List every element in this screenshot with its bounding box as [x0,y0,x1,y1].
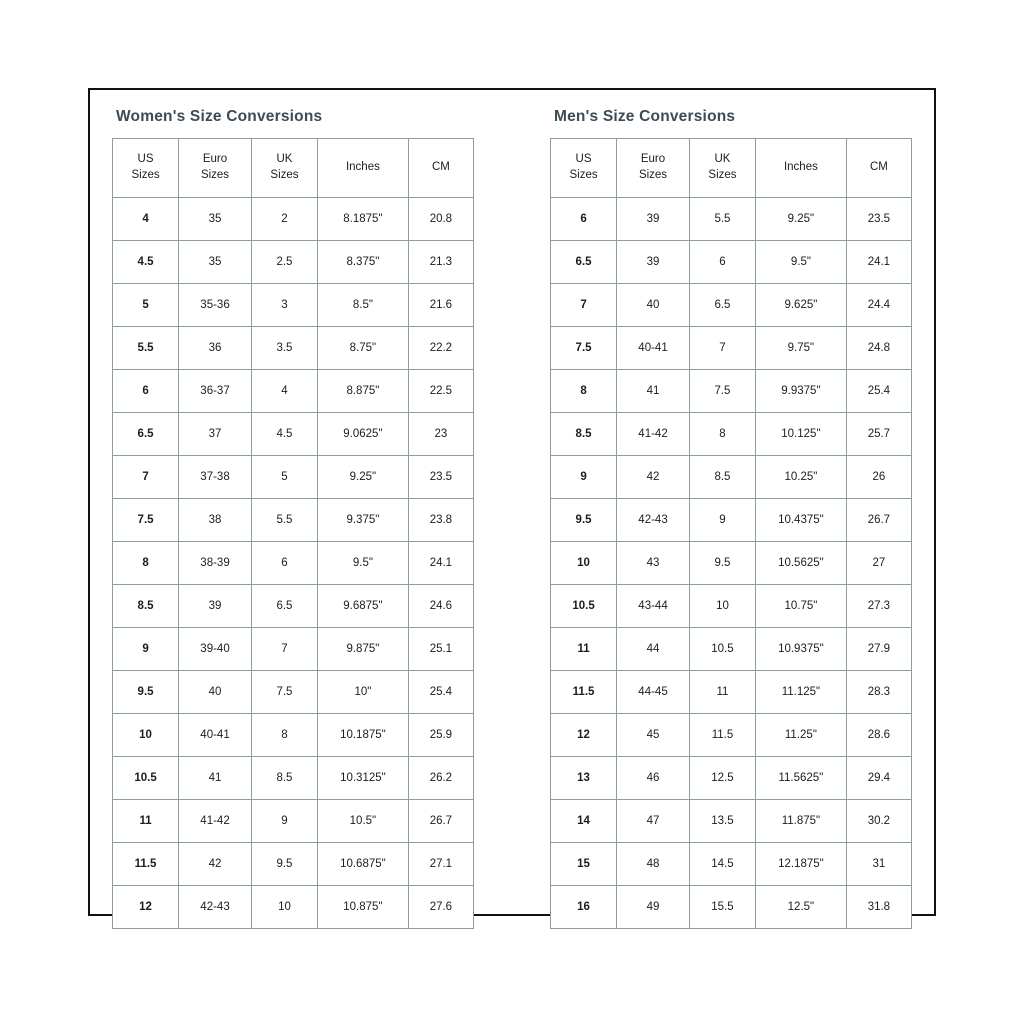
cell-euro: 48 [617,843,690,886]
cell-us: 7 [551,284,617,327]
cell-cm: 23.5 [846,198,911,241]
cell-euro: 42-43 [179,886,252,929]
table-row [113,800,474,843]
table-row [113,370,474,413]
cell-uk: 7 [251,628,317,671]
cell-uk: 2 [251,198,317,241]
cell-cm: 28.6 [846,714,911,757]
cell-uk: 8 [251,714,317,757]
cell-uk: 2.5 [251,241,317,284]
table-row [551,757,912,800]
cell-uk: 8.5 [689,456,755,499]
table-row [551,327,912,370]
cell-cm: 21.3 [408,241,473,284]
cell-cm: 26 [846,456,911,499]
table-row [551,585,912,628]
cell-uk: 7 [689,327,755,370]
cell-us: 10.5 [113,757,179,800]
column-header-uk: UK Sizes [251,139,317,198]
tables-container [112,108,912,913]
cell-euro: 35 [179,198,252,241]
cell-cm: 25.4 [408,671,473,714]
mens-size-table [550,138,912,929]
cell-cm: 26.7 [846,499,911,542]
cell-euro: 45 [617,714,690,757]
cell-uk: 14.5 [689,843,755,886]
cell-cm: 28.3 [846,671,911,714]
cell-cm: 24.4 [846,284,911,327]
cell-euro: 35-36 [179,284,252,327]
cell-uk: 13.5 [689,800,755,843]
cell-inches: 10.6875" [318,843,409,886]
cell-us: 11 [113,800,179,843]
cell-inches: 9.75" [756,327,847,370]
cell-cm: 25.9 [408,714,473,757]
cell-euro: 41 [617,370,690,413]
cell-cm: 27.6 [408,886,473,929]
cell-inches: 10.5" [318,800,409,843]
cell-inches: 11.25" [756,714,847,757]
cell-us: 5.5 [113,327,179,370]
table-header-row [551,139,912,198]
table-row [551,714,912,757]
table-row [551,886,912,929]
table-row [551,284,912,327]
cell-cm: 25.7 [846,413,911,456]
table-row [113,714,474,757]
cell-uk: 9 [251,800,317,843]
table-row [551,800,912,843]
cell-uk: 6 [251,542,317,585]
cell-uk: 8.5 [251,757,317,800]
cell-uk: 4 [251,370,317,413]
cell-cm: 20.8 [408,198,473,241]
cell-euro: 41 [179,757,252,800]
table-row [551,671,912,714]
cell-cm: 25.1 [408,628,473,671]
cell-inches: 10.125" [756,413,847,456]
table-row [113,413,474,456]
column-header-inches: Inches [318,139,409,198]
cell-inches: 11.875" [756,800,847,843]
cell-us: 8.5 [113,585,179,628]
table-row [551,413,912,456]
table-row [113,585,474,628]
table-row [551,542,912,585]
cell-us: 10.5 [551,585,617,628]
cell-us: 4 [113,198,179,241]
cell-cm: 27 [846,542,911,585]
cell-cm: 31.8 [846,886,911,929]
table-row [551,241,912,284]
cell-us: 7.5 [113,499,179,542]
cell-euro: 47 [617,800,690,843]
cell-uk: 6 [689,241,755,284]
cell-us: 14 [551,800,617,843]
cell-inches: 12.1875" [756,843,847,886]
cell-uk: 7.5 [251,671,317,714]
mens-table-head [551,139,912,198]
cell-cm: 31 [846,843,911,886]
cell-us: 10 [551,542,617,585]
cell-euro: 41-42 [179,800,252,843]
cell-inches: 11.125" [756,671,847,714]
cell-us: 8 [113,542,179,585]
cell-uk: 11 [689,671,755,714]
cell-inches: 10.25" [756,456,847,499]
cell-inches: 9.5" [318,542,409,585]
cell-inches: 10.9375" [756,628,847,671]
cell-inches: 9.875" [318,628,409,671]
cell-inches: 12.5" [756,886,847,929]
cell-uk: 5.5 [251,499,317,542]
cell-euro: 39 [617,198,690,241]
size-chart-frame [88,88,936,916]
cell-cm: 22.5 [408,370,473,413]
cell-inches: 11.5625" [756,757,847,800]
cell-euro: 42-43 [617,499,690,542]
cell-inches: 9.25" [756,198,847,241]
cell-us: 11.5 [113,843,179,886]
cell-uk: 10 [689,585,755,628]
cell-inches: 10.5625" [756,542,847,585]
cell-uk: 6.5 [251,585,317,628]
womens-size-table [112,138,474,929]
table-row [113,628,474,671]
cell-inches: 9.25" [318,456,409,499]
cell-inches: 8.375" [318,241,409,284]
cell-us: 15 [551,843,617,886]
table-row [113,671,474,714]
cell-inches: 8.1875" [318,198,409,241]
cell-euro: 37-38 [179,456,252,499]
cell-inches: 8.875" [318,370,409,413]
cell-us: 8.5 [551,413,617,456]
cell-inches: 10" [318,671,409,714]
cell-cm: 23.5 [408,456,473,499]
table-row [113,284,474,327]
cell-us: 16 [551,886,617,929]
cell-euro: 41-42 [617,413,690,456]
cell-us: 6 [551,198,617,241]
cell-inches: 10.75" [756,585,847,628]
cell-uk: 12.5 [689,757,755,800]
mens-table-body [551,198,912,929]
column-header-inches: Inches [756,139,847,198]
cell-inches: 8.75" [318,327,409,370]
cell-us: 6.5 [551,241,617,284]
cell-cm: 24.8 [846,327,911,370]
cell-inches: 9.5" [756,241,847,284]
cell-inches: 9.6875" [318,585,409,628]
cell-euro: 44 [617,628,690,671]
cell-euro: 35 [179,241,252,284]
cell-cm: 24.6 [408,585,473,628]
cell-euro: 40-41 [617,327,690,370]
cell-uk: 5 [251,456,317,499]
table-row [551,370,912,413]
cell-cm: 27.1 [408,843,473,886]
cell-uk: 6.5 [689,284,755,327]
cell-inches: 9.375" [318,499,409,542]
cell-euro: 40-41 [179,714,252,757]
table-row [113,542,474,585]
cell-uk: 3.5 [251,327,317,370]
cell-inches: 9.9375" [756,370,847,413]
cell-cm: 25.4 [846,370,911,413]
cell-euro: 39-40 [179,628,252,671]
cell-euro: 38-39 [179,542,252,585]
table-row [113,757,474,800]
cell-us: 10 [113,714,179,757]
cell-euro: 38 [179,499,252,542]
cell-cm: 26.7 [408,800,473,843]
cell-euro: 39 [617,241,690,284]
table-row [113,886,474,929]
table-row [551,456,912,499]
table-row [551,628,912,671]
cell-inches: 10.875" [318,886,409,929]
cell-cm: 23 [408,413,473,456]
cell-us: 8 [551,370,617,413]
cell-euro: 43 [617,542,690,585]
column-header-cm: CM [846,139,911,198]
womens-table-body [113,198,474,929]
table-row [113,241,474,284]
cell-cm: 23.8 [408,499,473,542]
cell-inches: 9.625" [756,284,847,327]
column-header-us: US Sizes [113,139,179,198]
cell-euro: 40 [179,671,252,714]
column-header-uk: UK Sizes [689,139,755,198]
cell-uk: 9.5 [251,843,317,886]
womens-size-table-block [112,108,474,913]
cell-euro: 42 [617,456,690,499]
column-header-euro: Euro Sizes [179,139,252,198]
cell-us: 6.5 [113,413,179,456]
cell-cm: 24.1 [846,241,911,284]
cell-uk: 5.5 [689,198,755,241]
table-row [113,456,474,499]
cell-us: 5 [113,284,179,327]
cell-uk: 3 [251,284,317,327]
cell-euro: 46 [617,757,690,800]
cell-euro: 40 [617,284,690,327]
womens-table-title: Women's Size Conversions [116,108,323,125]
cell-uk: 9.5 [689,542,755,585]
cell-inches: 8.5" [318,284,409,327]
column-header-cm: CM [408,139,473,198]
cell-cm: 27.3 [846,585,911,628]
cell-inches: 10.4375" [756,499,847,542]
cell-cm: 24.1 [408,542,473,585]
cell-us: 6 [113,370,179,413]
table-row [551,198,912,241]
table-row [551,843,912,886]
cell-us: 12 [551,714,617,757]
cell-us: 7 [113,456,179,499]
cell-cm: 29.4 [846,757,911,800]
cell-uk: 7.5 [689,370,755,413]
cell-euro: 37 [179,413,252,456]
cell-cm: 27.9 [846,628,911,671]
cell-us: 11.5 [551,671,617,714]
cell-us: 9 [113,628,179,671]
cell-euro: 49 [617,886,690,929]
cell-us: 4.5 [113,241,179,284]
table-row [113,843,474,886]
table-row [113,327,474,370]
cell-uk: 9 [689,499,755,542]
mens-size-table-block [550,108,912,913]
cell-uk: 8 [689,413,755,456]
column-header-euro: Euro Sizes [617,139,690,198]
cell-us: 9.5 [113,671,179,714]
cell-us: 9 [551,456,617,499]
cell-inches: 10.3125" [318,757,409,800]
cell-cm: 22.2 [408,327,473,370]
cell-uk: 11.5 [689,714,755,757]
table-row [113,499,474,542]
table-row [113,198,474,241]
cell-uk: 10 [251,886,317,929]
cell-uk: 10.5 [689,628,755,671]
cell-us: 7.5 [551,327,617,370]
cell-euro: 43-44 [617,585,690,628]
mens-table-title: Men's Size Conversions [554,108,736,125]
cell-euro: 39 [179,585,252,628]
column-header-us: US Sizes [551,139,617,198]
cell-inches: 10.1875" [318,714,409,757]
cell-euro: 44-45 [617,671,690,714]
cell-euro: 36-37 [179,370,252,413]
cell-inches: 9.0625" [318,413,409,456]
table-row [551,499,912,542]
cell-us: 12 [113,886,179,929]
cell-us: 9.5 [551,499,617,542]
womens-table-head [113,139,474,198]
cell-us: 13 [551,757,617,800]
cell-cm: 30.2 [846,800,911,843]
cell-us: 11 [551,628,617,671]
cell-cm: 21.6 [408,284,473,327]
cell-uk: 4.5 [251,413,317,456]
cell-euro: 42 [179,843,252,886]
cell-uk: 15.5 [689,886,755,929]
cell-cm: 26.2 [408,757,473,800]
table-header-row [113,139,474,198]
cell-euro: 36 [179,327,252,370]
